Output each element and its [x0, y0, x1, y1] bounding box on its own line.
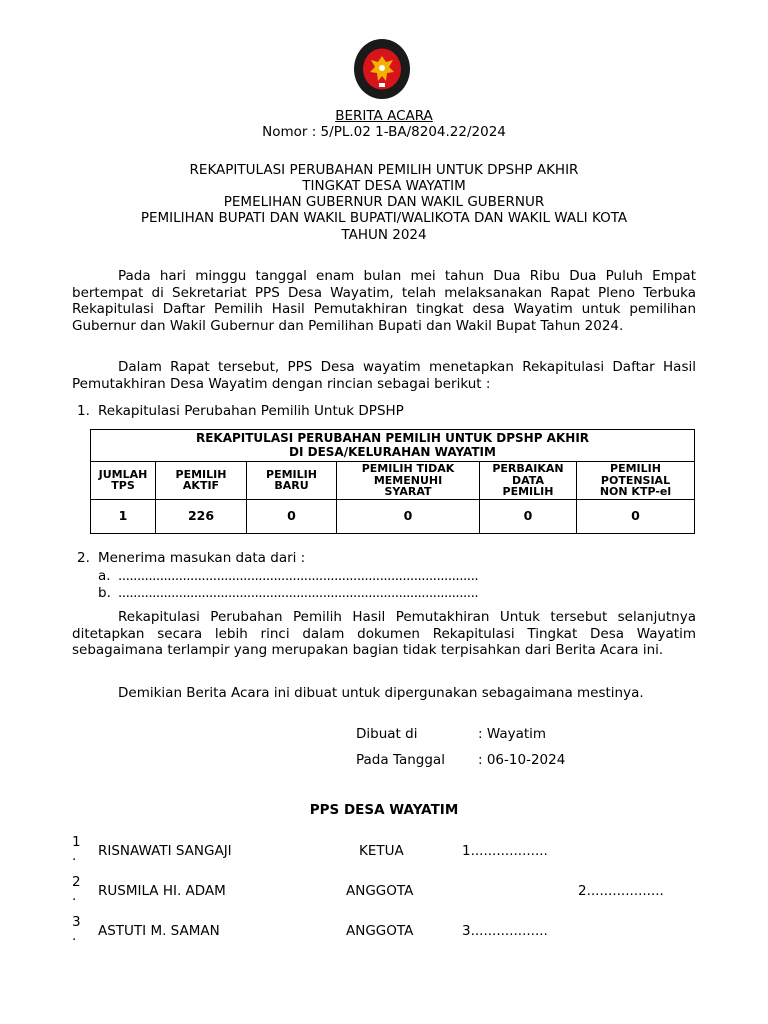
table-caption — [91, 430, 695, 462]
value-pemilih-potensial: 0 — [577, 499, 695, 533]
date-value: : 06-10-2024 — [478, 752, 566, 768]
table-caption-line-1: REKAPITULASI PERUBAHAN PEMILIH UNTUK DPSHP AKHIR — [195, 431, 590, 445]
paragraph-decision — [72, 359, 696, 392]
member-1-name: RISNAWATI SANGAJI — [98, 843, 232, 859]
value-pemilih-aktif: 226 — [156, 499, 247, 533]
member-3-number: 3 — [72, 914, 81, 930]
paragraph-opening-text: Pada hari minggu tanggal enam bulan mei tahun Dua Ribu Dua Puluh Empat bertempat di Sekretariat PPS Desa Wayatim, telah melaksanakan Rapat Pleno Terbuka Rekapitulasi Daftar Pemilih Hasil Pemutakhiran tingkat desa Wayatim untuk pemilihan Gubernur dan Wakil Gubernur dan Pemilihan Bupati dan Wakil Bupat Tahun 2024. — [72, 268, 696, 334]
item-1-text: Rekapitulasi Perubahan Pemilih Untuk DPSHP — [98, 403, 404, 419]
table-value-row — [91, 499, 695, 533]
table-header-row — [91, 462, 695, 500]
title-line-5: TAHUN 2024 — [341, 227, 427, 243]
paragraph-details — [72, 609, 696, 659]
title-line-3: PEMELIHAN GUBERNUR DAN WAKIL GUBERNUR — [223, 194, 545, 210]
header-pemilih-tidak-memenuhi-syarat: PEMILIH TIDAK MEMENUHI SYARAT — [337, 462, 480, 500]
value-pemilih-baru: 0 — [247, 499, 337, 533]
doc-type: BERITA ACARA — [335, 108, 433, 124]
item-2-number: 2. — [77, 550, 90, 566]
paragraph-opening — [72, 268, 696, 334]
value-perbaikan-data-pemilih: 0 — [480, 499, 577, 533]
paragraph-details-text: Rekapitulasi Perubahan Pemilih Hasil Pemutakhiran Untuk tersebut selanjutnya ditetapkan secara lebih rinci dalam dokumen Rekapitulasi Tingkat Desa Wayatim sebagaimana terlampir yang merupakan bagian tidak terpisahkan dari Berita Acara ini. — [72, 609, 696, 658]
made-in-label: Dibuat di — [356, 726, 418, 742]
member-1-signature-line[interactable]: 1.................. — [462, 843, 548, 859]
kpu-emblem-icon — [353, 38, 411, 100]
member-2-role: ANGGOTA — [346, 883, 414, 899]
kpu-logo — [353, 38, 411, 100]
subitem-a-dots: ............................................................................................... — [118, 568, 479, 584]
table-caption-line-2: DI DESA/KELURAHAN WAYATIM — [289, 445, 496, 459]
title-line-1: REKAPITULASI PERUBAHAN PEMILIH UNTUK DPSHP AKHIR — [189, 162, 579, 178]
member-3-role: ANGGOTA — [346, 923, 414, 939]
member-2-dot: . — [72, 888, 77, 904]
header-pemilih-aktif: PEMILIH AKTIF — [156, 462, 247, 500]
recap-table — [90, 429, 695, 534]
item-2-text: Menerima masukan data dari : — [98, 550, 306, 566]
subitem-a-label: a. — [98, 568, 111, 584]
member-1-role: KETUA — [359, 843, 404, 859]
paragraph-closing — [72, 685, 696, 702]
paragraph-decision-text: Dalam Rapat tersebut, PPS Desa wayatim menetapkan Rekapitulasi Daftar Hasil Pemutakhiran Desa Wayatim dengan rincian sebagai berikut : — [72, 359, 696, 392]
item-1-number: 1. — [77, 403, 90, 419]
member-2-signature-line[interactable]: 2.................. — [578, 883, 664, 899]
header-pemilih-potensial: PEMILIH POTENSIAL NON KTP-el — [577, 462, 695, 500]
value-pemilih-tidak-memenuhi-syarat: 0 — [337, 499, 480, 533]
made-in-value: : Wayatim — [478, 726, 547, 742]
date-label: Pada Tanggal — [356, 752, 445, 768]
paragraph-closing-text: Demikian Berita Acara ini dibuat untuk dipergunakan sebagaimana mestinya. — [118, 685, 644, 701]
subitem-b-dots: ............................................................................................... — [118, 585, 479, 601]
header-jumlah-tps: JUMLAH TPS — [91, 462, 156, 500]
member-2-name: RUSMILA HI. ADAM — [98, 883, 226, 899]
member-3-signature-line[interactable]: 3.................. — [462, 923, 548, 939]
header-perbaikan-data-pemilih: PERBAIKAN DATA PEMILIH — [480, 462, 577, 500]
member-2-number: 2 — [72, 874, 81, 890]
signature-title: PPS DESA WAYATIM — [309, 802, 459, 818]
subitem-b-label: b. — [98, 585, 111, 601]
member-1-number: 1 — [72, 834, 81, 850]
header-pemilih-baru: PEMILIH BARU — [247, 462, 337, 500]
title-line-2: TINGKAT DESA WAYATIM — [302, 178, 466, 194]
value-jumlah-tps: 1 — [91, 499, 156, 533]
title-line-4: PEMILIHAN BUPATI DAN WAKIL BUPATI/WALIKOTA DAN WAKIL WALI KOTA — [140, 210, 628, 226]
member-1-dot: . — [72, 848, 77, 864]
doc-number: Nomor : 5/PL.02 1-BA/8204.22/2024 — [262, 124, 506, 140]
member-3-name: ASTUTI M. SAMAN — [98, 923, 220, 939]
member-3-dot: . — [72, 928, 77, 944]
